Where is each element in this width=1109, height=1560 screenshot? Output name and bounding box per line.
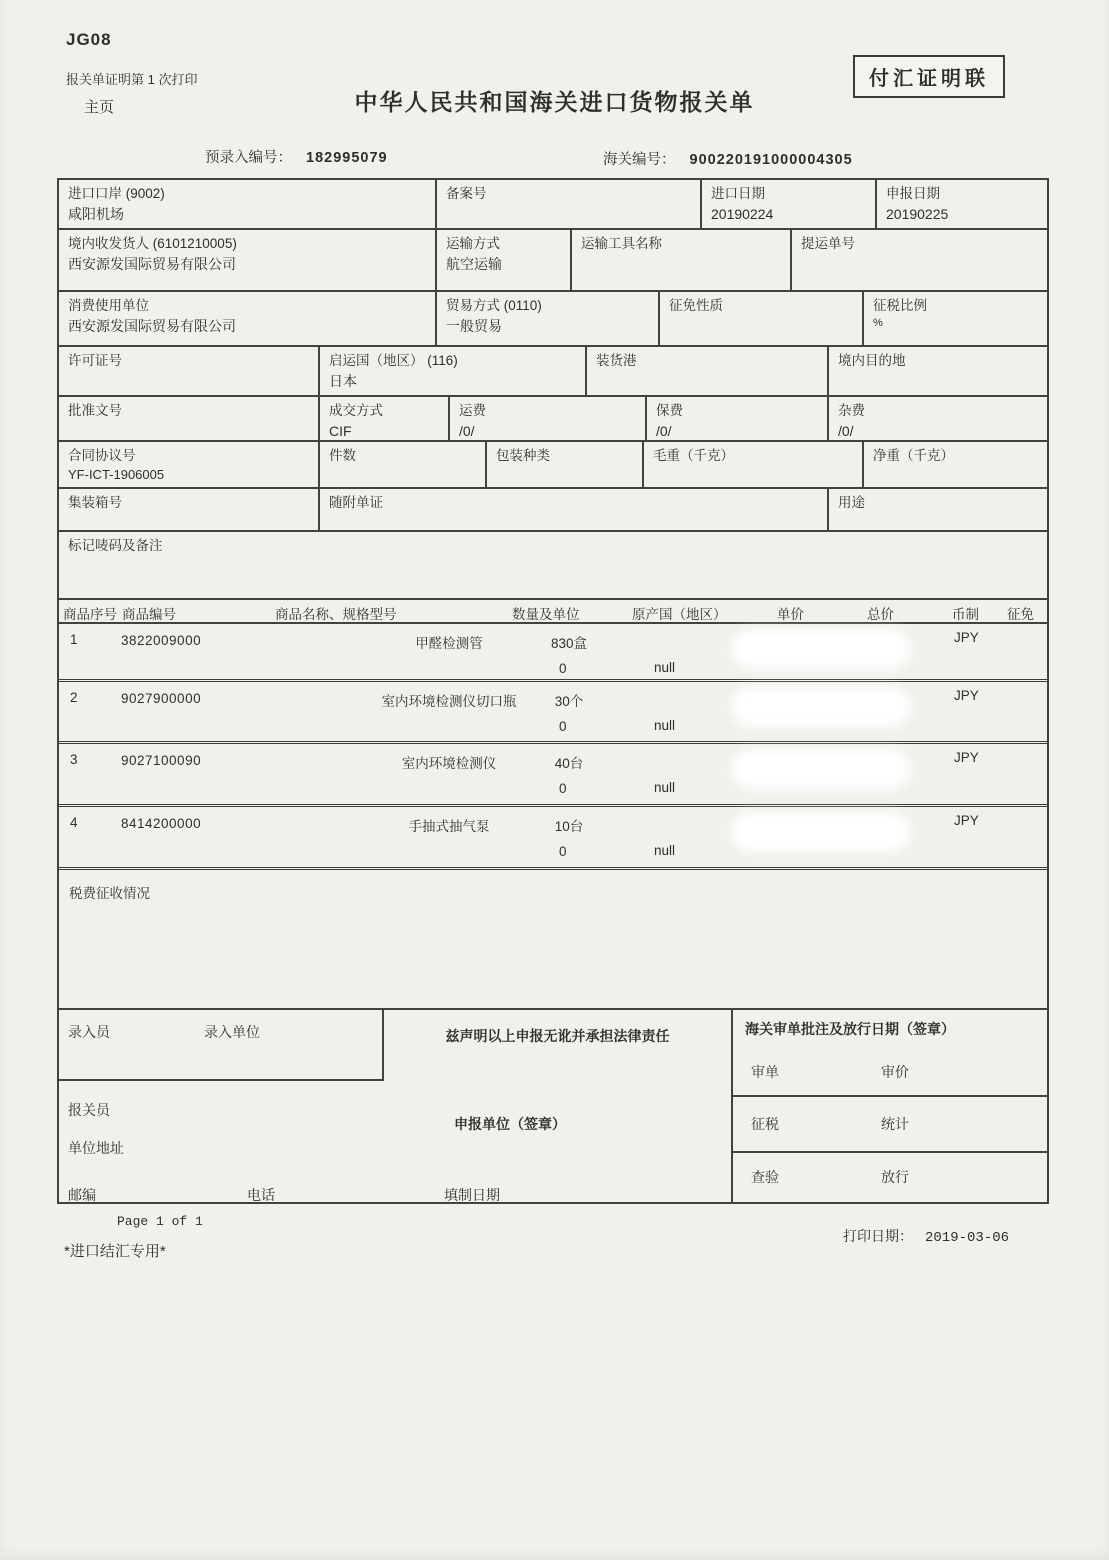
item-seq: 1 [70, 632, 78, 647]
table-row [59, 292, 1047, 347]
item-seq: 2 [70, 690, 78, 705]
item-quantity: 830盒 [550, 636, 588, 651]
field-departure-country [320, 347, 587, 395]
print-date [843, 1226, 1009, 1246]
field-gross-weight [644, 442, 864, 487]
print-date-value: 2019-03-06 [925, 1230, 1010, 1246]
field-label: 提运单号 [801, 236, 855, 251]
home-label: 主页 [84, 99, 115, 116]
field-value: 西安源发国际贸易有限公司 [68, 256, 236, 273]
column-header-total-price: 总价 [867, 607, 894, 622]
review-price-label: 审价 [881, 1064, 909, 1080]
levy-stats-cell [733, 1097, 1047, 1153]
redacted-price-area [731, 749, 911, 789]
field-label: 备案号 [446, 186, 487, 201]
pre-entry-label: 预录入编号： [205, 150, 292, 166]
field-trade-mode [437, 292, 660, 345]
table-row [59, 397, 1047, 442]
field-record-number [437, 180, 702, 228]
item-code: 9027100090 [121, 753, 202, 768]
field-declare-date [877, 180, 1047, 228]
item-origin: null [654, 780, 676, 795]
field-label: 运输方式 [446, 236, 500, 251]
field-label: 境内收发货人 (6101210005) [68, 236, 237, 251]
field-label: 包装种类 [496, 448, 550, 463]
field-value: 20190225 [886, 206, 949, 223]
item-quantity: 40台 [554, 756, 584, 771]
item-code: 3822009000 [121, 633, 202, 648]
column-header-exemption: 征免 [1007, 607, 1034, 622]
field-label: 装货港 [596, 353, 637, 368]
item-currency: JPY [954, 813, 979, 828]
field-label: 境内目的地 [838, 353, 906, 368]
field-container-number [59, 489, 320, 530]
field-label: 毛重（千克） [653, 448, 734, 463]
field-insurance [647, 397, 829, 440]
field-marks-and-remarks [59, 532, 1047, 598]
field-label: 消费使用单位 [68, 298, 149, 313]
item-name: 室内环境检测仪 [401, 756, 497, 771]
field-contract-number [59, 442, 320, 487]
customs-number-value: 900220191000004305 [689, 152, 853, 168]
declarant-label: 报关员 [68, 1102, 110, 1118]
item-quantity: 10台 [554, 819, 584, 834]
item-secondary-quantity: 0 [559, 661, 567, 676]
goods-row [59, 744, 1047, 807]
goods-row [59, 624, 1047, 682]
table-row [59, 532, 1047, 600]
field-misc-fees [829, 397, 1047, 440]
field-tax-ratio [864, 292, 1047, 345]
print-count-note: 报关单证明第 1 次打印 [66, 72, 198, 87]
form-code: JG08 [66, 30, 112, 49]
field-value: CIF [329, 423, 352, 440]
redacted-price-area [731, 629, 911, 669]
table-row [59, 230, 1047, 292]
field-packages-count [320, 442, 487, 487]
field-value: 西安源发国际贸易有限公司 [68, 318, 236, 335]
import-settlement-note: *进口结汇专用* [64, 1243, 166, 1260]
field-label: 集装箱号 [68, 495, 122, 510]
field-value: % [873, 317, 883, 330]
column-header-unit-price: 单价 [777, 607, 804, 622]
field-label: 启运国（地区） (116) [329, 353, 458, 368]
item-secondary-quantity: 0 [559, 781, 567, 796]
column-header-name-spec: 商品名称、规格型号 [275, 607, 397, 622]
field-label: 成交方式 [329, 403, 383, 418]
postcode-label: 邮编 [68, 1187, 96, 1203]
column-header-code: 商品编号 [122, 607, 176, 622]
item-origin: null [654, 660, 676, 675]
fill-date-label: 填制日期 [444, 1187, 500, 1203]
declare-unit-seal-label: 申报单位（签章） [454, 1116, 566, 1132]
signature-left-area [59, 1010, 731, 1202]
field-label: 标记唛码及备注 [68, 538, 163, 553]
table-row [59, 489, 1047, 532]
field-label: 征税比例 [873, 298, 927, 313]
entry-clerk-box [59, 1010, 384, 1081]
field-label: 保费 [656, 403, 683, 418]
item-currency: JPY [954, 750, 979, 765]
item-origin: null [654, 718, 676, 733]
field-import-port [59, 180, 437, 228]
item-secondary-quantity: 0 [559, 844, 567, 859]
review-doc-label: 审单 [751, 1064, 779, 1080]
phone-label: 电话 [247, 1187, 275, 1203]
table-row [59, 442, 1047, 489]
signature-section [59, 1010, 1047, 1202]
field-label: 许可证号 [68, 353, 122, 368]
field-value: 一般贸易 [446, 318, 502, 335]
field-label: 用途 [838, 495, 865, 510]
field-freight [450, 397, 647, 440]
tax-collection-section [59, 870, 1047, 1010]
customs-note-label: 海关审单批注及放行日期（签章） [745, 1021, 955, 1037]
field-consignee [59, 230, 437, 290]
field-vehicle-name [572, 230, 792, 290]
field-exemption-nature [660, 292, 864, 345]
pre-entry-value: 182995079 [306, 150, 388, 166]
field-domestic-destination [829, 347, 1047, 395]
item-name: 甲醛检测管 [415, 636, 483, 651]
item-code: 9027900000 [121, 691, 202, 706]
field-transaction-terms [320, 397, 450, 440]
field-loading-port [587, 347, 829, 395]
field-import-date [702, 180, 877, 228]
levy-label: 征税 [751, 1116, 779, 1132]
field-value: 咸阳机场 [68, 206, 124, 223]
field-value: /0/ [838, 423, 854, 440]
item-secondary-quantity: 0 [559, 719, 567, 734]
field-net-weight [864, 442, 1047, 487]
item-name: 手抽式抽气泵 [408, 819, 490, 834]
print-date-label: 打印日期： [843, 1228, 913, 1244]
column-header-origin: 原产国（地区） [632, 607, 727, 622]
field-package-type [487, 442, 644, 487]
customs-endorsement-column [731, 1010, 1047, 1202]
field-value: /0/ [459, 423, 475, 440]
field-label: 杂费 [838, 403, 865, 418]
tax-section-label: 税费征收情况 [69, 886, 150, 901]
column-header-seq: 商品序号 [63, 607, 117, 622]
page-indicator: Page 1 of 1 [117, 1214, 203, 1229]
entry-unit-label: 录入单位 [204, 1024, 260, 1040]
field-transport-mode [437, 230, 572, 290]
customs-number [603, 148, 853, 169]
item-currency: JPY [954, 630, 979, 645]
entry-clerk-label: 录入员 [68, 1024, 110, 1040]
table-row [59, 347, 1047, 397]
field-label: 随附单证 [329, 495, 383, 510]
declaration-table [57, 178, 1049, 1204]
table-row [59, 180, 1047, 230]
customs-number-label: 海关编号： [603, 152, 676, 168]
inspect-release-cell [733, 1153, 1047, 1202]
unit-address-label: 单位地址 [68, 1140, 124, 1156]
field-label: 净重（千克） [873, 448, 954, 463]
field-value: 航空运输 [446, 256, 502, 273]
stats-label: 统计 [881, 1116, 909, 1132]
field-label: 运输工具名称 [581, 236, 662, 251]
item-name: 室内环境检测仪切口瓶 [381, 694, 517, 709]
column-header-qty-unit: 数量及单位 [512, 607, 580, 622]
goods-table-header [59, 600, 1047, 624]
pre-entry-number [205, 146, 388, 167]
inspect-label: 查验 [751, 1169, 779, 1185]
field-label: 运费 [459, 403, 486, 418]
redacted-price-area [731, 812, 911, 852]
field-value: YF-ICT-1906005 [68, 467, 165, 483]
field-value: 日本 [329, 373, 357, 390]
field-label: 贸易方式 (0110) [446, 298, 542, 313]
field-label: 批准文号 [68, 403, 122, 418]
field-attached-documents [320, 489, 829, 530]
customs-note-cell [733, 1010, 1047, 1097]
payment-copy-stamp: 付汇证明联 [853, 55, 1005, 98]
declaration-statement: 兹声明以上申报无讹并承担法律责任 [445, 1028, 670, 1044]
item-currency: JPY [954, 688, 979, 703]
field-label: 申报日期 [886, 186, 940, 201]
field-license-number [59, 347, 320, 395]
page-title: 中华人民共和国海关进口货物报关单 [354, 89, 755, 115]
item-quantity: 30个 [554, 694, 584, 709]
field-value: /0/ [656, 423, 672, 440]
field-label: 进口口岸 (9002) [68, 186, 165, 201]
item-seq: 4 [70, 815, 78, 830]
field-label: 征免性质 [669, 298, 723, 313]
field-approval-number [59, 397, 320, 440]
item-origin: null [654, 843, 676, 858]
field-label: 件数 [329, 448, 356, 463]
field-label: 合同协议号 [68, 448, 136, 463]
item-seq: 3 [70, 752, 78, 767]
release-label: 放行 [881, 1169, 909, 1185]
field-label: 进口日期 [711, 186, 765, 201]
column-header-currency: 币制 [952, 607, 979, 622]
field-bill-of-lading [792, 230, 1047, 290]
item-code: 8414200000 [121, 816, 202, 831]
field-value: 20190224 [711, 206, 774, 223]
field-consumer-unit [59, 292, 437, 345]
redacted-price-area [731, 687, 911, 727]
goods-row [59, 682, 1047, 744]
goods-row [59, 807, 1047, 870]
field-purpose [829, 489, 1047, 530]
